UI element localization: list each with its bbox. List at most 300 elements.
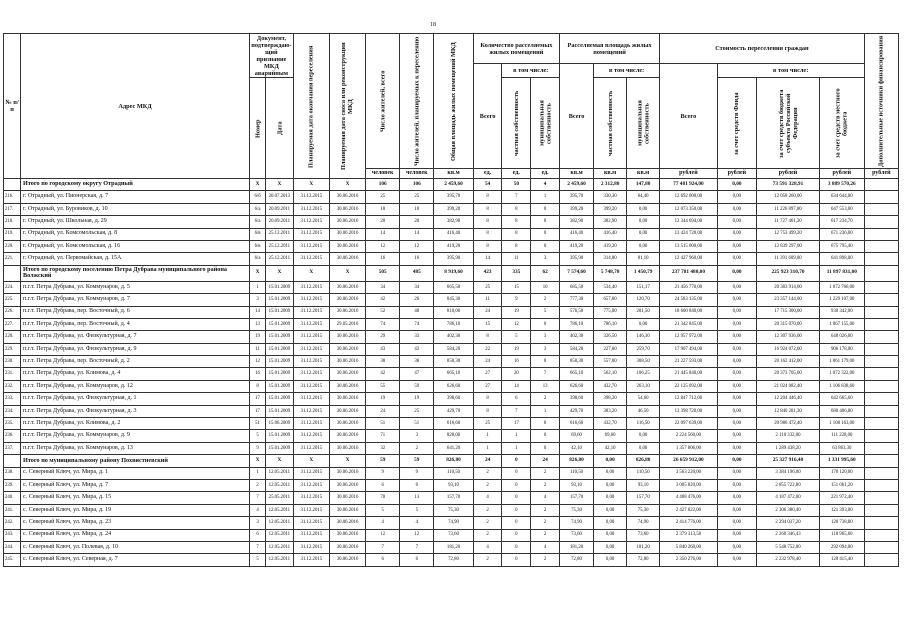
value-cell: 617 234,70	[819, 216, 864, 228]
value-cell: 12 307 936,00	[757, 331, 820, 343]
value-cell: 906 178,00	[819, 343, 864, 355]
value-cell: 29.05.2016	[329, 318, 365, 330]
value-cell: 110,50	[560, 467, 594, 479]
value-cell: 2	[531, 467, 560, 479]
address-cell: п.г.т. Петра Дубрава, пер. Восточный, д. 2	[21, 356, 250, 368]
value-cell: 12.05.2011	[266, 541, 294, 553]
value-cell: 15.01.2009	[266, 331, 294, 343]
value-cell: 671 236,00	[819, 228, 864, 240]
value-cell: 15.06.2009	[266, 418, 294, 430]
value-cell: 32	[366, 442, 400, 454]
value-cell	[864, 418, 898, 430]
value-cell: 11 226 897,00	[757, 203, 820, 215]
row-number: 242.	[4, 517, 21, 529]
value-cell: 0	[502, 504, 531, 516]
value-cell: 2	[473, 479, 502, 491]
value-cell: 0,00	[717, 343, 756, 355]
value-cell: 22 097 639,00	[660, 418, 718, 430]
table-row	[4, 529, 899, 541]
header-doc-date: Дата	[266, 78, 294, 179]
value-cell: 12	[366, 240, 400, 252]
value-cell: 13 398 720,00	[660, 405, 718, 417]
table-row	[4, 203, 899, 215]
value-cell: 2 306 380,40	[757, 504, 820, 516]
address-cell: г. Отрадный, ул. Пионерская, д. 7	[21, 191, 250, 203]
value-cell: 3	[250, 517, 266, 529]
value-cell: 0	[531, 216, 560, 228]
value-cell: 14	[502, 380, 531, 392]
row-number: 219.	[4, 228, 21, 240]
table-row	[4, 343, 899, 355]
value-cell: 121 393,00	[819, 504, 864, 516]
row-number: 244.	[4, 541, 21, 553]
value-cell: 665,10	[560, 368, 594, 380]
value-cell: 14	[400, 228, 434, 240]
value-cell: 1	[502, 442, 531, 454]
value-cell: 616,60	[560, 418, 594, 430]
value-cell: 12 957 972,00	[660, 331, 718, 343]
value-cell: 17	[250, 405, 266, 417]
value-cell: 18	[400, 203, 434, 215]
value-cell: 116,50	[627, 418, 660, 430]
value-cell: 30.06.2016	[329, 430, 365, 442]
value-cell	[864, 253, 898, 265]
value-cell: 20.07.2013	[266, 191, 294, 203]
value-cell: 485	[400, 265, 434, 281]
value-cell: 576,50	[560, 306, 594, 318]
value-cell	[864, 179, 898, 191]
value-cell: 24	[473, 356, 502, 368]
value-cell: 416,40	[594, 228, 627, 240]
table-row	[4, 240, 899, 252]
value-cell: 1 357 806,00	[660, 442, 718, 454]
table-row	[4, 191, 899, 203]
value-cell: 1	[531, 191, 560, 203]
table-row	[4, 281, 899, 293]
value-cell	[864, 343, 898, 355]
value-cell: 5 840 260,00	[660, 541, 718, 553]
value-cell: 9	[502, 294, 531, 306]
value-cell: 81,10	[627, 253, 660, 265]
value-cell: 8	[473, 393, 502, 405]
value-cell: 30.06.2016	[329, 442, 365, 454]
value-cell: 73,60	[627, 529, 660, 541]
header-planned-end: Планируемая дата окончания переселения	[293, 34, 329, 179]
row-number: 236.	[4, 430, 21, 442]
value-cell: 0,00	[717, 356, 756, 368]
value-cell: 33	[400, 331, 434, 343]
table-row	[4, 504, 899, 516]
value-cell: 15.01.2009	[266, 294, 294, 306]
address-cell: п.г.т. Петра Дубрава, ул. Физкультурная, д. 9	[21, 343, 250, 355]
header-cost-incl: в том числе:	[717, 64, 864, 78]
value-cell: 775,00	[594, 306, 627, 318]
value-cell	[864, 479, 898, 491]
value-cell: 0,00	[717, 368, 756, 380]
value-cell: 8	[473, 228, 502, 240]
value-cell: 826,80	[560, 455, 594, 467]
value-cell: 178 120,00	[819, 467, 864, 479]
address-cell: п.г.т. Петра Дубрава, ул. Климова, д. 2	[21, 418, 250, 430]
value-cell: 3 563 220,00	[660, 467, 718, 479]
value-cell: 110,50	[627, 467, 660, 479]
value-cell: 59	[400, 455, 434, 467]
value-cell: 34	[366, 281, 400, 293]
address-cell: п.г.т. Петра Дубрава, ул. Физкультурная, д. 7	[21, 331, 250, 343]
value-cell: 826,80	[627, 455, 660, 467]
header-address: Адрес МКД	[21, 34, 250, 179]
value-cell: 786,10	[594, 318, 627, 330]
value-cell: 31.12.2015	[293, 228, 329, 240]
value-cell: 402,30	[434, 331, 473, 343]
value-cell: 828,00	[434, 430, 473, 442]
value-cell: 402,30	[560, 331, 594, 343]
value-cell: 7	[250, 492, 266, 504]
row-number: 230.	[4, 356, 21, 368]
value-cell: 12 204 446,40	[757, 393, 820, 405]
value-cell: 1 229 107,00	[819, 294, 864, 306]
value-cell: 626,60	[560, 380, 594, 392]
value-cell: 20	[366, 216, 400, 228]
value-cell: 0,00	[717, 380, 756, 392]
value-cell: 8	[502, 228, 531, 240]
unit-cell: рублей	[757, 169, 820, 179]
value-cell: 810,00	[434, 306, 473, 318]
value-cell: 534,40	[594, 281, 627, 293]
value-cell: 12 847 712,00	[660, 393, 718, 405]
value-cell: 106,25	[627, 368, 660, 380]
value-cell	[864, 442, 898, 454]
value-cell: 147,80	[627, 179, 660, 191]
value-cell: 2 379 313,58	[660, 529, 718, 541]
value-cell: 27	[473, 368, 502, 380]
value-cell: 74,90	[434, 517, 473, 529]
value-cell: 0	[531, 240, 560, 252]
value-cell: 12 427 960,00	[660, 253, 718, 265]
value-cell: 12 344 694,00	[660, 216, 718, 228]
value-cell: 69,60	[594, 430, 627, 442]
table-row	[4, 517, 899, 529]
value-cell: 845,30	[434, 294, 473, 306]
value-cell: 15.01.2009	[266, 405, 294, 417]
value-cell: 2 312,80	[594, 179, 627, 191]
value-cell: 75,30	[627, 504, 660, 516]
value-cell: 16 924 072,00	[757, 343, 820, 355]
value-cell: 0,00	[717, 492, 756, 504]
value-cell: 4	[250, 504, 266, 516]
value-cell: 12 073 350,00	[660, 203, 718, 215]
value-cell: 20 162 412,00	[757, 356, 820, 368]
value-cell: 826,80	[434, 455, 473, 467]
value-cell: 30.06.2016	[329, 281, 365, 293]
value-cell: 2	[473, 529, 502, 541]
value-cell: 30.06.2016	[329, 240, 365, 252]
value-cell	[864, 228, 898, 240]
value-cell: 2	[531, 479, 560, 491]
value-cell: 120 415,40	[819, 554, 864, 566]
address-cell: с. Северный Ключ, ул. Мира, д. 19	[21, 504, 250, 516]
value-cell	[864, 203, 898, 215]
value-cell: 12.05.2011	[266, 467, 294, 479]
value-cell: 20 373 705,00	[757, 368, 820, 380]
value-cell: 395,70	[434, 191, 473, 203]
value-cell: 25.12.2011	[266, 253, 294, 265]
table-row	[4, 492, 899, 504]
header-total-area: Общая площадь жилых помещений МКД	[434, 34, 473, 169]
value-cell: 0,00	[594, 554, 627, 566]
value-cell: 0,00	[627, 228, 660, 240]
value-cell: 2 427 822,00	[660, 504, 718, 516]
value-cell: 31.12.2015	[293, 306, 329, 318]
value-cell: 11	[250, 343, 266, 355]
value-cell: 14	[366, 228, 400, 240]
address-cell: с. Северный Ключ, ул. Полевая, д. 10	[21, 541, 250, 553]
value-cell: 1	[502, 430, 531, 442]
resettlement-table	[3, 33, 899, 567]
value-cell: 429,70	[434, 405, 473, 417]
value-cell: 72,80	[434, 554, 473, 566]
value-cell: 382,90	[594, 216, 627, 228]
value-cell: 15.01.2009	[266, 306, 294, 318]
value-cell: 8	[531, 356, 560, 368]
value-cell: 93,10	[627, 479, 660, 491]
address-cell: г. Отрадный, ул. Комсомольская, д. 16	[21, 240, 250, 252]
value-cell: 399,20	[594, 203, 627, 215]
value-cell: 47	[400, 368, 434, 380]
unit-cell: ед.	[531, 169, 560, 179]
value-cell: 12.05.2011	[266, 554, 294, 566]
value-cell: 314,80	[594, 253, 627, 265]
value-cell: 31.12.2015	[293, 343, 329, 355]
value-cell: 0,00	[717, 554, 756, 566]
value-cell: 12.05.2011	[266, 517, 294, 529]
value-cell: 11 727 461,30	[757, 216, 820, 228]
table-row	[4, 554, 899, 566]
value-cell: 30.06.2016	[329, 228, 365, 240]
value-cell: 6/а	[250, 216, 266, 228]
value-cell: 0,00	[717, 467, 756, 479]
value-cell: 42,10	[594, 442, 627, 454]
value-cell: X	[293, 455, 329, 467]
value-cell: 25.12.2011	[266, 228, 294, 240]
value-cell: 31.12.2015	[293, 368, 329, 380]
value-cell: 2	[473, 467, 502, 479]
value-cell: 31.12.2015	[293, 281, 329, 293]
value-cell: 73,60	[560, 529, 594, 541]
value-cell: 0,00	[717, 455, 756, 467]
value-cell: 4	[531, 492, 560, 504]
value-cell: 11 391 609,00	[757, 253, 820, 265]
value-cell: 151 061,20	[819, 479, 864, 491]
value-cell: 0,00	[717, 294, 756, 306]
value-cell: 432,70	[594, 418, 627, 430]
value-cell: 616,60	[434, 418, 473, 430]
value-cell: X	[329, 455, 365, 467]
address-cell: п.г.т. Петра Дубрава, ул. Физкультурная, д. 3	[21, 405, 250, 417]
value-cell: 30.06.2016	[329, 203, 365, 215]
row-number	[4, 179, 21, 191]
value-cell: 0,00	[717, 216, 756, 228]
value-cell	[864, 393, 898, 405]
value-cell: 15.01.2009	[266, 380, 294, 392]
value-cell: 15.01.2009	[266, 393, 294, 405]
value-cell: 30.06.2016	[329, 517, 365, 529]
value-cell: 15.01.2009	[266, 368, 294, 380]
value-cell: 0,00	[717, 418, 756, 430]
value-cell: 16	[400, 253, 434, 265]
value-cell: 19	[366, 393, 400, 405]
value-cell: 42,10	[560, 442, 594, 454]
value-cell: 382,90	[560, 216, 594, 228]
value-cell: 2	[250, 479, 266, 491]
group-title: Итого по городскому поселению Петра Дубрава муниципального района Волжский	[21, 265, 250, 281]
value-cell: X	[250, 455, 266, 467]
value-cell: 642 665,60	[819, 393, 864, 405]
value-cell: 181,20	[560, 541, 594, 553]
value-cell: 2	[531, 517, 560, 529]
value-cell: 2	[531, 554, 560, 566]
value-cell: 30.06.2016	[329, 554, 365, 566]
value-cell: 15.01.2009	[266, 430, 294, 442]
value-cell: 225 923 310,70	[757, 265, 820, 281]
value-cell: 419,20	[560, 240, 594, 252]
value-cell: 3	[531, 343, 560, 355]
value-cell: 1	[473, 442, 502, 454]
value-cell: 7	[531, 368, 560, 380]
value-cell: 31.12.2015	[293, 479, 329, 491]
table-row	[4, 216, 899, 228]
value-cell: 42	[366, 368, 400, 380]
value-cell: 42	[366, 294, 400, 306]
address-cell: п.г.т. Петра Дубрава, ул. Коммунаров, д. 9	[21, 430, 250, 442]
value-cell: 120 738,80	[819, 517, 864, 529]
value-cell: 1 067 155,00	[819, 318, 864, 330]
value-cell: 31.12.2015	[293, 405, 329, 417]
value-cell: 30.06.2016	[329, 253, 365, 265]
value-cell: 71	[366, 430, 400, 442]
value-cell: 17	[502, 418, 531, 430]
value-cell: 21 445 840,00	[660, 368, 718, 380]
value-cell: 16	[250, 368, 266, 380]
value-cell: 20	[502, 368, 531, 380]
row-number: 234.	[4, 405, 21, 417]
address-cell: п.г.т. Петра Дубрава, ул. Коммунаров, д. 13	[21, 442, 250, 454]
value-cell: 30.06.2016	[329, 467, 365, 479]
value-cell: 1	[531, 405, 560, 417]
value-cell: 157,70	[627, 492, 660, 504]
value-cell: 416,40	[434, 228, 473, 240]
value-cell: 227,00	[594, 343, 627, 355]
value-cell: 665,50	[434, 281, 473, 293]
table-row	[4, 430, 899, 442]
value-cell: 1 072 766,00	[819, 281, 864, 293]
value-cell: 4	[531, 541, 560, 553]
value-cell: 2	[531, 504, 560, 516]
value-cell: 9	[250, 442, 266, 454]
value-cell: 17	[250, 393, 266, 405]
value-cell	[864, 294, 898, 306]
table-group-row	[4, 455, 899, 467]
table-row	[4, 405, 899, 417]
value-cell	[864, 467, 898, 479]
value-cell: 584,20	[560, 343, 594, 355]
value-cell: 4	[366, 517, 400, 529]
value-cell: 30.06.2016	[329, 418, 365, 430]
value-cell: 23 357 144,00	[757, 294, 820, 306]
value-cell: 17 907 494,00	[660, 343, 718, 355]
value-cell: 0,00	[717, 331, 756, 343]
header-cost-subject: за счет средств бюджета субъекта Российской Федерации	[757, 78, 820, 169]
value-cell: X	[250, 265, 266, 281]
value-cell: 14	[473, 253, 502, 265]
header-area-group: Расселяемая площадь жилых помещений	[560, 34, 660, 64]
table-row	[4, 228, 899, 240]
value-cell: 0,00	[717, 529, 756, 541]
unit-cell: кв.м	[434, 169, 473, 179]
value-cell: 43	[366, 343, 400, 355]
value-cell: 18	[366, 203, 400, 215]
value-cell: 38	[366, 356, 400, 368]
value-cell: 1 331 995,60	[819, 455, 864, 467]
value-cell: 419,20	[594, 240, 627, 252]
value-cell: 64,40	[627, 191, 660, 203]
value-cell: 30.06.2016	[329, 504, 365, 516]
header-cost-group: Стоимость переселения граждан	[660, 34, 865, 64]
value-cell: 2	[473, 517, 502, 529]
value-cell: 77 481 924,00	[660, 179, 718, 191]
address-cell: с. Северный Ключ, ул. Мира, д. 23	[21, 517, 250, 529]
value-cell: 6/а	[250, 203, 266, 215]
table-row	[4, 442, 899, 454]
table-row	[4, 479, 899, 491]
value-cell: 20 315 070,00	[757, 318, 820, 330]
value-cell: 0,00	[717, 191, 756, 203]
row-number: 217.	[4, 203, 21, 215]
value-cell: 4	[473, 541, 502, 553]
table-row	[4, 368, 899, 380]
value-cell: X	[329, 179, 365, 191]
value-cell: 0,00	[594, 479, 627, 491]
value-cell: 5 748,70	[594, 265, 627, 281]
value-cell: 24	[473, 306, 502, 318]
header-residents: Число жителей, всего	[366, 34, 400, 169]
value-cell: 73 591 328,91	[757, 179, 820, 191]
value-cell: 308,50	[627, 356, 660, 368]
value-cell: 398,20	[594, 393, 627, 405]
address-cell: п.г.т. Петра Дубрава, ул. Коммунаров, д. 5	[21, 281, 250, 293]
row-number: 237.	[4, 442, 21, 454]
value-cell: 326,50	[594, 331, 627, 343]
value-cell: 0	[502, 467, 531, 479]
group-title: Итого по муниципальному району Похвистневский	[21, 455, 250, 467]
row-number: 232.	[4, 380, 21, 392]
value-cell: 0,00	[717, 504, 756, 516]
value-cell: 584,20	[434, 343, 473, 355]
unit-cell: рублей	[819, 169, 864, 179]
value-cell: 4 408 476,00	[660, 492, 718, 504]
value-cell: 110,50	[434, 467, 473, 479]
unit-cell: человек	[400, 169, 434, 179]
value-cell: 20	[400, 216, 434, 228]
value-cell: 0,00	[594, 455, 627, 467]
value-cell: 8	[502, 216, 531, 228]
value-cell: 30.06.2016	[329, 380, 365, 392]
value-cell: 399,20	[434, 203, 473, 215]
header-count-incl: в том числе:	[502, 64, 560, 78]
row-number	[4, 265, 21, 281]
address-cell: г. Отрадный, ул. Буровиков, д. 10	[21, 203, 250, 215]
value-cell: 657,00	[594, 294, 627, 306]
